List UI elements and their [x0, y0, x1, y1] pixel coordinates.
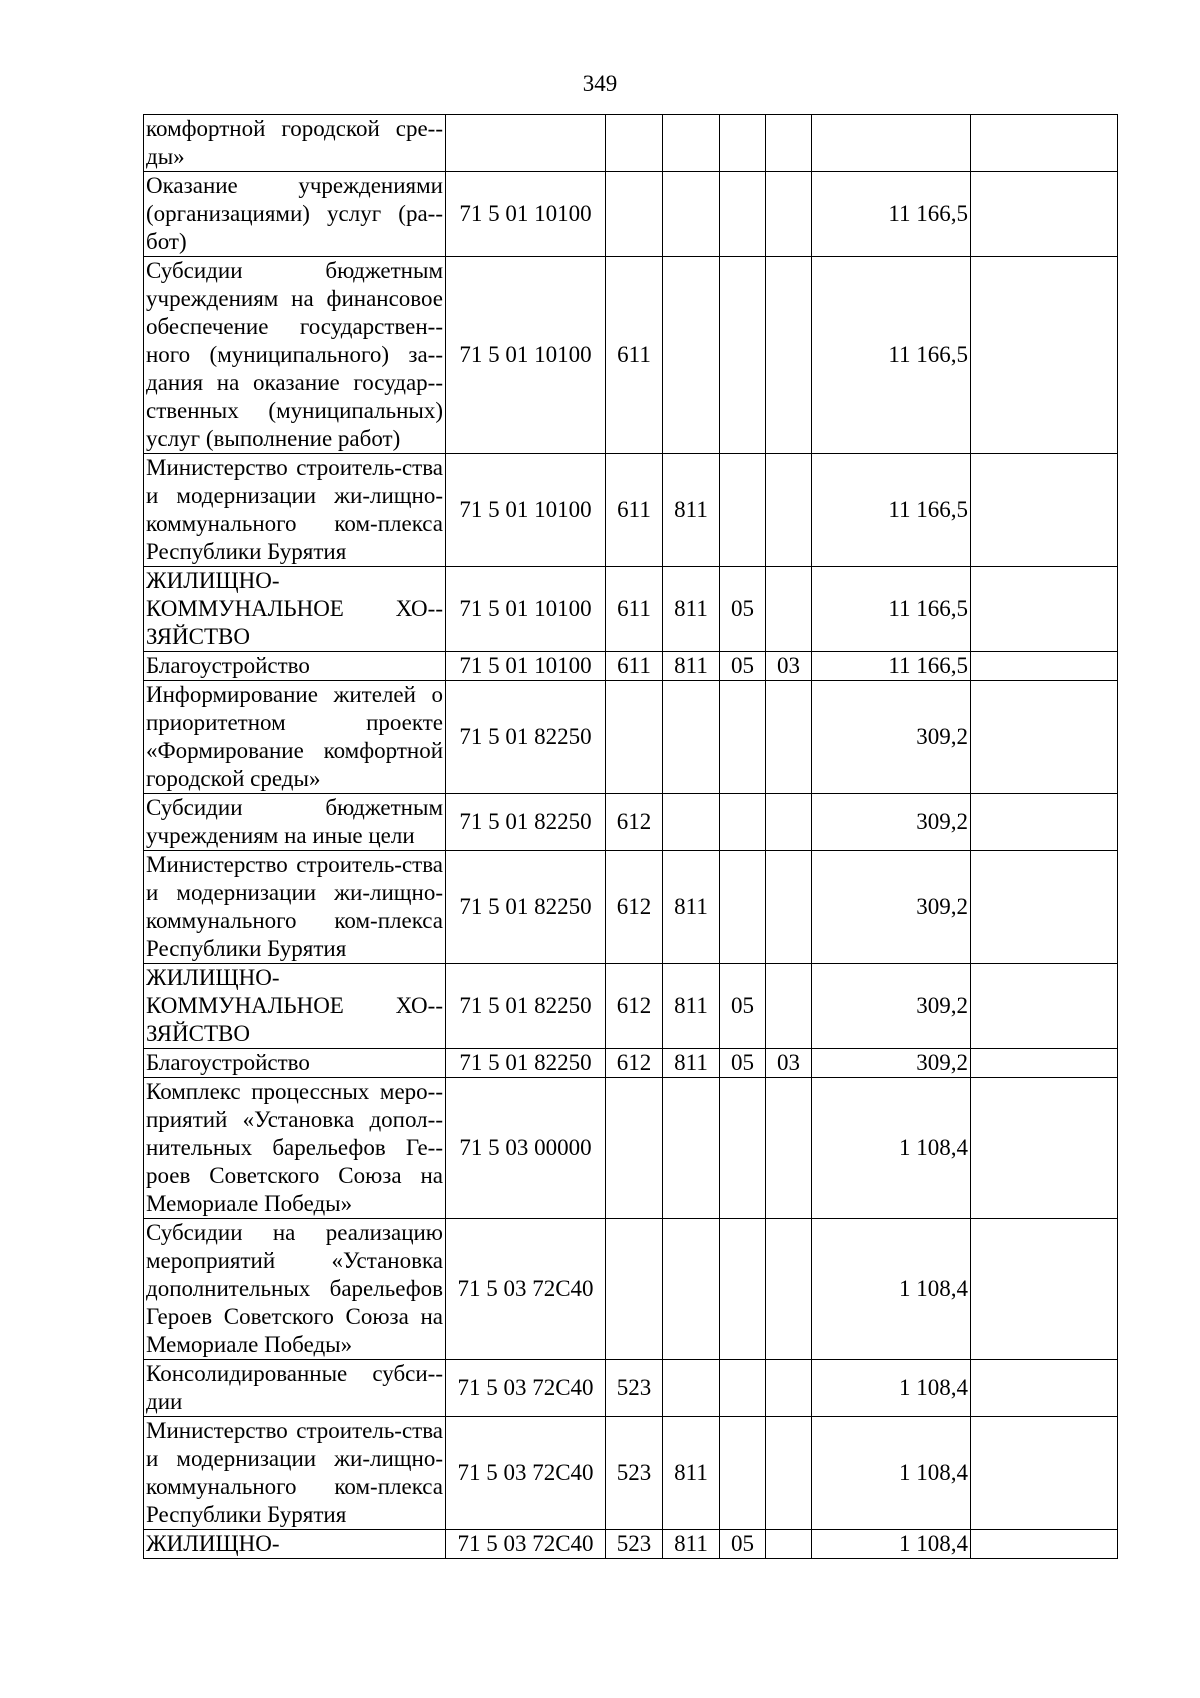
empty-cell — [971, 567, 1118, 652]
empty-cell — [971, 1219, 1118, 1360]
amount-cell: 11 166,5 — [812, 567, 971, 652]
amount-cell: 309,2 — [812, 964, 971, 1049]
subsection-cell — [766, 454, 812, 567]
page-number: 349 — [582, 71, 618, 96]
empty-cell — [971, 1078, 1118, 1219]
table-row — [144, 567, 1118, 652]
ministry-code-cell — [663, 1219, 720, 1360]
row-name-cell: Министерство строитель-ства и модернизации жи-лищно-коммунального ком-плекса Республики Бурятия — [144, 1417, 446, 1530]
expense-type-cell: 611 — [606, 257, 663, 454]
row-name-cell: Министерство строитель-ства и модернизации жи-лищно-коммунального ком-плекса Республики Бурятия — [144, 851, 446, 964]
amount-cell: 11 166,5 — [812, 652, 971, 681]
target-code-cell: 71 5 01 10100 — [446, 172, 606, 257]
amount-cell — [812, 115, 971, 172]
table-row — [144, 1530, 1118, 1559]
empty-cell — [971, 1417, 1118, 1530]
target-code-cell: 71 5 01 10100 — [446, 454, 606, 567]
section-cell: 05 — [720, 1049, 766, 1078]
expense-type-cell: 611 — [606, 652, 663, 681]
row-name-cell: Оказание учреждениями (организациями) услуг (ра-бот) — [144, 172, 446, 257]
amount-cell: 1 108,4 — [812, 1417, 971, 1530]
section-cell — [720, 1219, 766, 1360]
subsection-cell — [766, 567, 812, 652]
table-row — [144, 964, 1118, 1049]
row-name-cell: ЖИЛИЩНО-КОММУНАЛЬНОЕ ХО-ЗЯЙСТВО — [144, 567, 446, 652]
empty-cell — [971, 851, 1118, 964]
empty-cell — [971, 1530, 1118, 1559]
subsection-cell — [766, 964, 812, 1049]
ministry-code-cell — [663, 681, 720, 794]
empty-cell — [971, 1049, 1118, 1078]
ministry-code-cell — [663, 1078, 720, 1219]
empty-cell — [971, 115, 1118, 172]
row-name-cell: Комплекс процессных меро-приятий «Установка допол-нительных барельефов Ге-роев Советского Союза на Мемориале Победы» — [144, 1078, 446, 1219]
expense-type-cell: 523 — [606, 1417, 663, 1530]
section-cell — [720, 681, 766, 794]
ministry-code-cell — [663, 794, 720, 851]
row-name-cell: Министерство строитель-ства и модернизации жи-лищно-коммунального ком-плекса Республики Бурятия — [144, 454, 446, 567]
row-name-cell: Информирование жителей о приоритетном проекте «Формирование комфортной городской среды» — [144, 681, 446, 794]
expense-type-cell — [606, 1078, 663, 1219]
expense-type-cell — [606, 1219, 663, 1360]
expense-type-cell: 523 — [606, 1360, 663, 1417]
expense-type-cell: 611 — [606, 567, 663, 652]
amount-cell: 11 166,5 — [812, 454, 971, 567]
table-row — [144, 1360, 1118, 1417]
expense-type-cell: 612 — [606, 964, 663, 1049]
expense-type-cell: 612 — [606, 794, 663, 851]
empty-cell — [971, 681, 1118, 794]
row-name-cell: Субсидии бюджетным учреждениям на финансовое обеспечение государствен-ного (муниципального) за-дания на оказание государ-ственных (муниципальных) услуг (выполнение работ) — [144, 257, 446, 454]
ministry-code-cell: 811 — [663, 567, 720, 652]
row-name-cell: Благоустройство — [144, 652, 446, 681]
empty-cell — [971, 172, 1118, 257]
expense-type-cell — [606, 172, 663, 257]
section-cell — [720, 172, 766, 257]
empty-cell — [971, 1360, 1118, 1417]
ministry-code-cell: 811 — [663, 454, 720, 567]
target-code-cell: 71 5 01 10100 — [446, 567, 606, 652]
row-name-cell: ЖИЛИЩНО-КОММУНАЛЬНОЕ ХО-ЗЯЙСТВО — [144, 964, 446, 1049]
ministry-code-cell: 811 — [663, 1049, 720, 1078]
section-cell — [720, 851, 766, 964]
amount-cell: 1 108,4 — [812, 1530, 971, 1559]
ministry-code-cell — [663, 1360, 720, 1417]
table-row — [144, 1049, 1118, 1078]
expense-type-cell: 523 — [606, 1530, 663, 1559]
target-code-cell: 71 5 01 82250 — [446, 964, 606, 1049]
amount-cell: 1 108,4 — [812, 1219, 971, 1360]
subsection-cell — [766, 1530, 812, 1559]
target-code-cell: 71 5 03 72С40 — [446, 1417, 606, 1530]
target-code-cell: 71 5 03 72С40 — [446, 1219, 606, 1360]
amount-cell: 1 108,4 — [812, 1078, 971, 1219]
table-row — [144, 172, 1118, 257]
section-cell — [720, 794, 766, 851]
table-row — [144, 115, 1118, 172]
subsection-cell — [766, 1219, 812, 1360]
subsection-cell — [766, 1417, 812, 1530]
amount-cell: 309,2 — [812, 681, 971, 794]
subsection-cell — [766, 115, 812, 172]
target-code-cell: 71 5 01 82250 — [446, 681, 606, 794]
table-row — [144, 257, 1118, 454]
subsection-cell — [766, 172, 812, 257]
amount-cell: 309,2 — [812, 794, 971, 851]
target-code-cell: 71 5 01 82250 — [446, 851, 606, 964]
row-name-cell: Субсидии бюджетным учреждениям на иные цели — [144, 794, 446, 851]
section-cell — [720, 1360, 766, 1417]
ministry-code-cell: 811 — [663, 652, 720, 681]
expense-type-cell: 612 — [606, 1049, 663, 1078]
subsection-cell — [766, 851, 812, 964]
target-code-cell: 71 5 01 82250 — [446, 1049, 606, 1078]
ministry-code-cell — [663, 257, 720, 454]
target-code-cell: 71 5 03 00000 — [446, 1078, 606, 1219]
table-row — [144, 1417, 1118, 1530]
amount-cell: 309,2 — [812, 851, 971, 964]
subsection-cell — [766, 257, 812, 454]
subsection-cell: 03 — [766, 652, 812, 681]
expense-type-cell — [606, 681, 663, 794]
row-name-cell: Благоустройство — [144, 1049, 446, 1078]
ministry-code-cell — [663, 115, 720, 172]
table-body — [144, 115, 1118, 1559]
expense-type-cell: 611 — [606, 454, 663, 567]
table-row — [144, 851, 1118, 964]
row-name-cell: комфортной городской сре-ды» — [144, 115, 446, 172]
ministry-code-cell: 811 — [663, 1417, 720, 1530]
section-cell — [720, 1417, 766, 1530]
table-row — [144, 1219, 1118, 1360]
amount-cell: 11 166,5 — [812, 257, 971, 454]
section-cell — [720, 257, 766, 454]
ministry-code-cell — [663, 172, 720, 257]
subsection-cell — [766, 1078, 812, 1219]
target-code-cell: 71 5 03 72С40 — [446, 1530, 606, 1559]
expense-type-cell — [606, 115, 663, 172]
amount-cell: 11 166,5 — [812, 172, 971, 257]
section-cell — [720, 115, 766, 172]
table-row — [144, 1078, 1118, 1219]
expense-type-cell: 612 — [606, 851, 663, 964]
table-row — [144, 681, 1118, 794]
amount-cell: 1 108,4 — [812, 1360, 971, 1417]
target-code-cell: 71 5 01 10100 — [446, 652, 606, 681]
subsection-cell: 03 — [766, 1049, 812, 1078]
ministry-code-cell: 811 — [663, 851, 720, 964]
target-code-cell: 71 5 01 10100 — [446, 257, 606, 454]
empty-cell — [971, 257, 1118, 454]
section-cell: 05 — [720, 1530, 766, 1559]
empty-cell — [971, 964, 1118, 1049]
target-code-cell — [446, 115, 606, 172]
subsection-cell — [766, 794, 812, 851]
subsection-cell — [766, 681, 812, 794]
amount-cell: 309,2 — [812, 1049, 971, 1078]
table-row — [144, 652, 1118, 681]
empty-cell — [971, 652, 1118, 681]
table-row — [144, 794, 1118, 851]
subsection-cell — [766, 1360, 812, 1417]
empty-cell — [971, 454, 1118, 567]
row-name-cell: Консолидированные субси-дии — [144, 1360, 446, 1417]
budget-table — [143, 114, 1118, 1559]
section-cell — [720, 454, 766, 567]
ministry-code-cell: 811 — [663, 964, 720, 1049]
target-code-cell: 71 5 01 82250 — [446, 794, 606, 851]
row-name-cell: ЖИЛИЩНО- — [144, 1530, 446, 1559]
table-row — [144, 454, 1118, 567]
section-cell — [720, 1078, 766, 1219]
target-code-cell: 71 5 03 72С40 — [446, 1360, 606, 1417]
empty-cell — [971, 794, 1118, 851]
section-cell: 05 — [720, 567, 766, 652]
section-cell: 05 — [720, 964, 766, 1049]
ministry-code-cell: 811 — [663, 1530, 720, 1559]
section-cell: 05 — [720, 652, 766, 681]
row-name-cell: Субсидии на реализацию мероприятий «Установка дополнительных барельефов Героев Советского Союза на Мемориале Победы» — [144, 1219, 446, 1360]
